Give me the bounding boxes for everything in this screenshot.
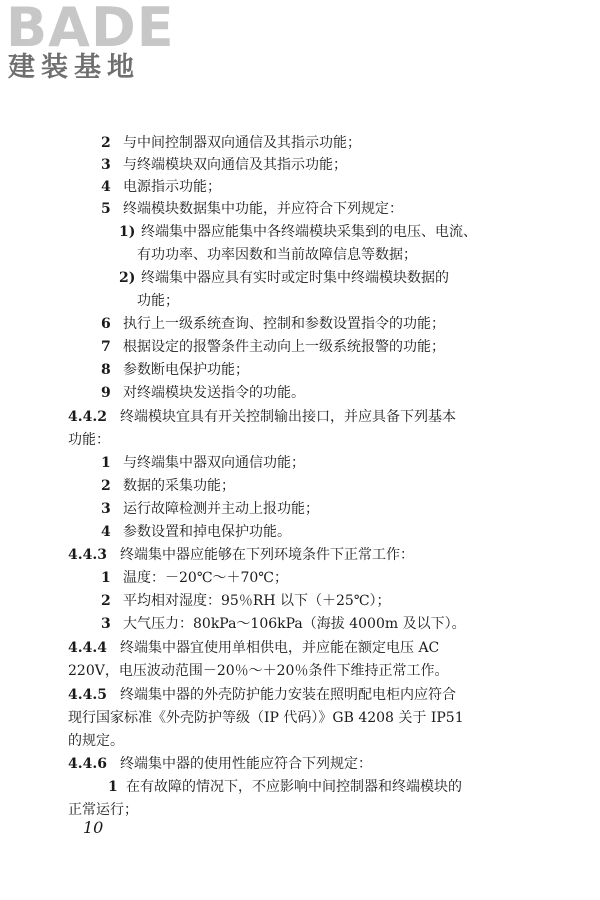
clause-continuation: 220V，电压波动范围－20％～＋20％条件下维持正常工作。	[68, 663, 449, 679]
list-item: 3 大气压力：80kPa～106kPa（海拔 4000m 及以下）。	[101, 616, 466, 632]
clause: 4.4.4 终端集中器宜使用单相供电，并应能在额定电压 AC	[68, 640, 440, 656]
clause: 4.4.3 终端集中器应能够在下列环境条件下正常工作：	[68, 547, 414, 563]
list-item: 5 终端模块数据集中功能，并应符合下列规定：	[101, 201, 403, 217]
sub-item: 1) 终端集中器应能集中各终端模块采集到的电压、电流、	[119, 224, 477, 240]
clause: 4.4.2 终端模块宜具有开关控制输出接口，并应具备下列基本	[68, 409, 456, 425]
list-item: 2 与中间控制器双向通信及其指示功能；	[101, 135, 361, 151]
list-item: 3 运行故障检测并主动上报功能；	[101, 501, 319, 517]
list-item: 6 执行上一级系统查询、控制和参数设置指令的功能；	[101, 316, 445, 332]
logo-brand: BADE	[6, 0, 175, 59]
list-item: 9 对终端模块发送指令的功能。	[101, 385, 305, 401]
clause-continuation: 正常运行；	[68, 802, 138, 818]
logo	[6, 0, 196, 92]
page-number: 10	[83, 818, 104, 837]
list-item: 4 电源指示功能；	[101, 179, 221, 195]
clause-continuation: 现行国家标准《外壳防护等级（IP 代码）》GB 4208 关于 IP51	[68, 710, 464, 726]
list-item: 1 在有故障的情况下，不应影响中间控制器和终端模块的	[108, 779, 462, 795]
clause: 4.4.6 终端集中器的使用性能应符合下列规定：	[68, 756, 372, 772]
list-item: 1 温度：－20℃～＋70℃；	[101, 570, 288, 586]
logo-subtitle: 建装基地	[8, 52, 140, 83]
list-item: 1 与终端集中器双向通信功能；	[101, 455, 305, 471]
clause: 4.4.5 终端集中器的外壳防护能力安装在照明配电柜内应符合	[68, 687, 456, 703]
clause-continuation: 功能：	[68, 432, 110, 448]
sub-item-continuation: 有功功率、功率因数和当前故障信息等数据；	[137, 247, 417, 263]
list-item: 2 平均相对湿度：95％RH 以下（＋25℃）；	[101, 593, 391, 609]
list-item: 3 与终端模块双向通信及其指示功能；	[101, 157, 347, 173]
list-item: 8 参数断电保护功能；	[101, 362, 249, 378]
clause-continuation: 的规定。	[68, 733, 124, 749]
sub-item-continuation: 功能；	[137, 293, 179, 309]
list-item: 4 参数设置和掉电保护功能。	[101, 524, 291, 540]
sub-item: 2) 终端集中器应具有实时或定时集中终端模块数据的	[119, 270, 449, 286]
list-item: 2 数据的采集功能；	[101, 478, 235, 494]
list-item: 7 根据设定的报警条件主动向上一级系统报警的功能；	[101, 339, 445, 355]
